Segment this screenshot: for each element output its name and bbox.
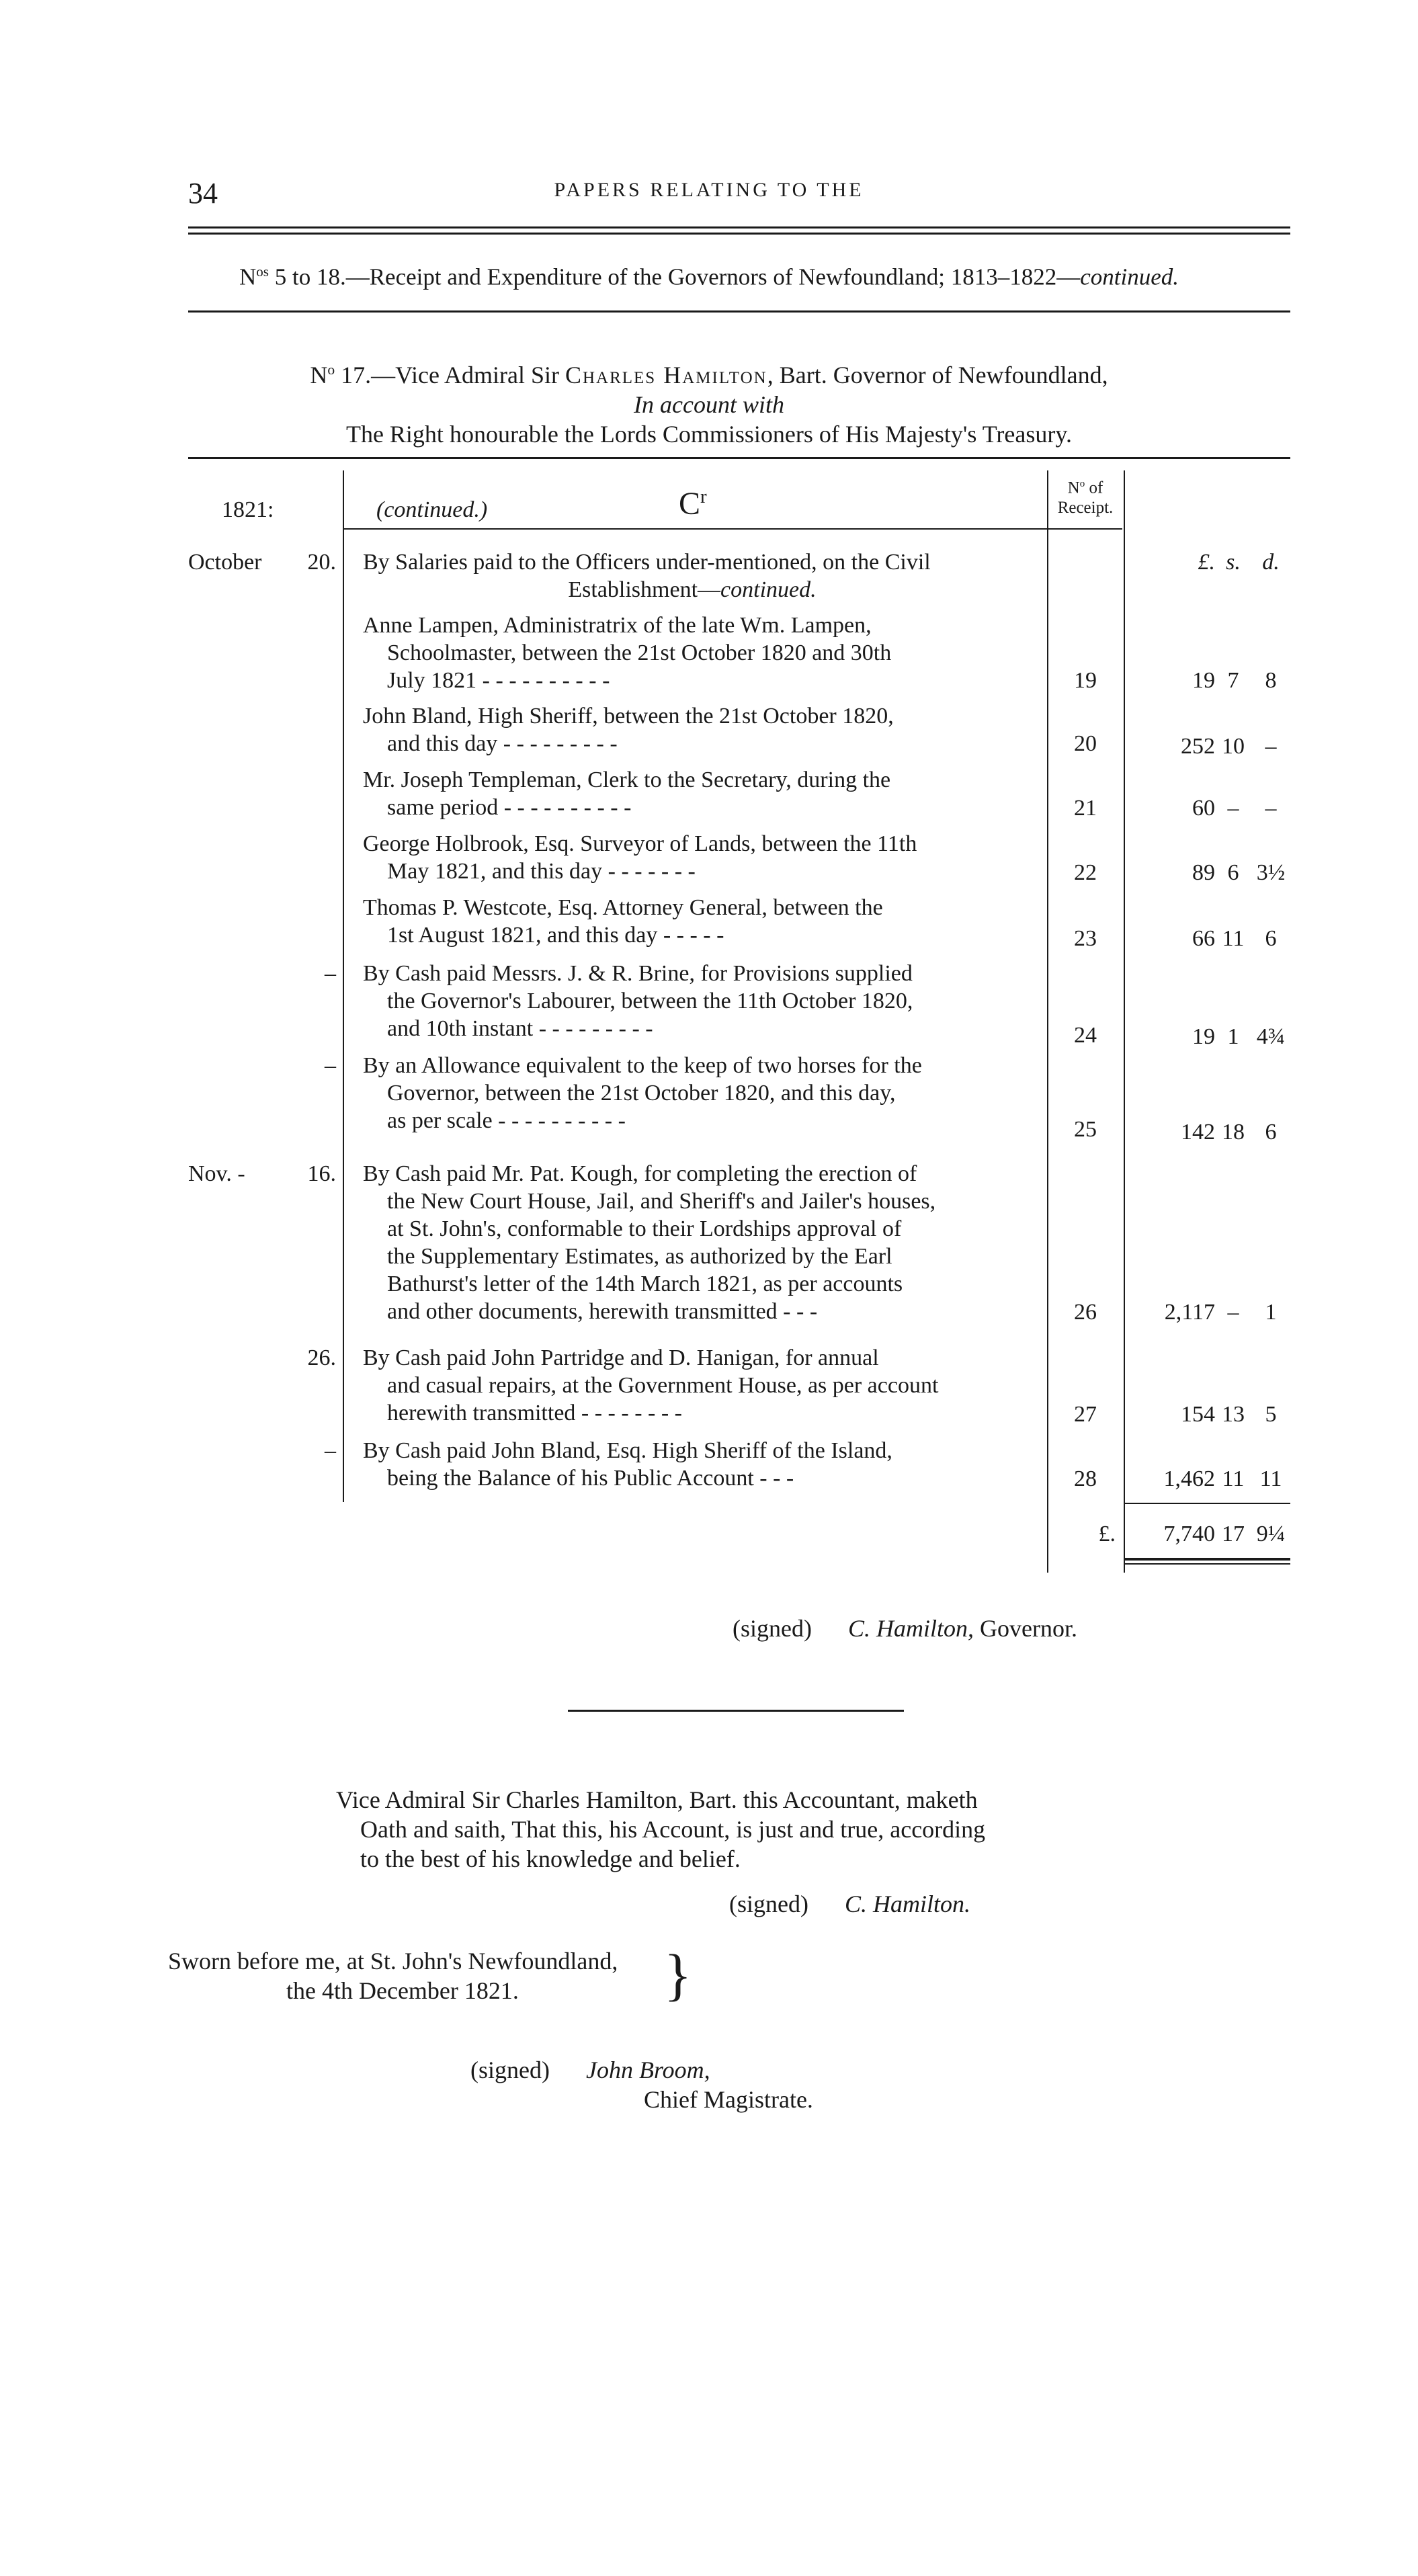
amount-shillings: 11: [1222, 926, 1245, 951]
brace-mark: }: [664, 1942, 692, 2007]
entry-description: By Cash paid John Bland, Esq. High Sheriff of the Island, being the Balance of his Public Account - - -: [363, 1438, 892, 1491]
amount-pence: 11: [1259, 1466, 1282, 1491]
total-pence: 9¼: [1256, 1522, 1286, 1546]
amount-pounds: 60: [1192, 796, 1215, 821]
entry-month: Nov. -: [188, 1161, 245, 1186]
amount-pounds: 252: [1181, 734, 1215, 759]
amount-pence: –: [1265, 796, 1277, 821]
entry-description: George Holbrook, Esq. Surveyor of Lands, between the 11th May 1821, and this day - - - - - - -: [363, 831, 917, 884]
amount-shillings: 18: [1222, 1120, 1245, 1145]
running-head: PAPERS RELATING TO THE: [554, 179, 864, 201]
amount-pounds: 142: [1181, 1120, 1215, 1145]
amount-pence: 6: [1265, 1120, 1277, 1145]
amount-shillings: –: [1227, 1300, 1239, 1325]
amount-pence: –: [1265, 734, 1277, 759]
amount-pence: 1: [1265, 1300, 1277, 1325]
total-rule-top: [1124, 1503, 1290, 1504]
amount-pounds: 2,117: [1164, 1300, 1215, 1325]
amount-pounds: 19: [1192, 668, 1215, 693]
amount-shillings: 10: [1222, 734, 1245, 759]
amount-shillings: 1: [1227, 1024, 1239, 1049]
total-shillings: 17: [1222, 1522, 1245, 1546]
total-symbol: £.: [1098, 1522, 1116, 1546]
total-rule-bottom-thin: [1124, 1563, 1290, 1565]
entry-day: 26.: [307, 1345, 336, 1370]
receipt-number: 28: [1074, 1466, 1097, 1491]
receipt-column-header: $N^o$ of Receipt.: [1057, 479, 1114, 517]
account-title-line1: $N^o$ 17.—Vice Admiral Sir Charles Hamilton, Bart. Governor of Newfoundland,: [310, 362, 1108, 388]
entry-description: Mr. Joseph Templeman, Clerk to the Secretary, during the same period - - - - - - - - - -: [363, 767, 891, 820]
credit-symbol: $C^r$: [679, 486, 707, 522]
entry-description: Thomas P. Westcote, Esq. Attorney General, between the 1st August 1821, and this day - - - - -: [363, 895, 883, 948]
section-rule: [188, 310, 1290, 313]
pence-header: d.: [1262, 550, 1280, 575]
entry-description: By an Allowance equivalent to the keep of two horses for the Governor, between the 21st October 1820, and this day, as per scale - - - - - - - - - -: [363, 1053, 922, 1133]
entry-description: By Cash paid Messrs. J. & R. Brine, for Provisions supplied the Governor's Labourer, between the 11th October 1820, and 10th instant - - - - - - - - -: [363, 961, 913, 1041]
receipt-number: 22: [1074, 860, 1097, 885]
continued-label: (continued.): [376, 497, 488, 522]
entry-day: 16.: [307, 1161, 336, 1186]
intro-entry: By Salaries paid to the Officers under-mentioned, on the Civil Establishment—continued.: [363, 550, 931, 602]
sworn-statement: Sworn before me, at St. John's Newfoundland, the 4th December 1821.: [168, 1948, 618, 2004]
receipt-number: 24: [1074, 1023, 1097, 1048]
amount-shillings: –: [1227, 796, 1239, 821]
total-rule-bottom: [1124, 1558, 1290, 1561]
section-heading: $N^{os}$ 5 to 18.—Receipt and Expenditure of the Governors of Newfoundland; 1813–1822—continued.: [239, 263, 1179, 290]
amount-pence: 6: [1265, 926, 1277, 951]
table-rule-header: [343, 528, 1048, 530]
column-divider-date: [343, 470, 344, 1502]
amount-pounds: 154: [1181, 1402, 1215, 1427]
header-rule-top: [188, 226, 1290, 228]
entry-day: –: [325, 1053, 336, 1078]
amount-shillings: 7: [1227, 668, 1239, 693]
table-year: 1821:: [222, 497, 274, 522]
account-title: [0, 355, 1418, 449]
shillings-header: s.: [1226, 550, 1241, 575]
magistrate-signature: (signed) John Broom, Chief Magistrate.: [470, 2056, 813, 2113]
amount-pounds: 66: [1192, 926, 1215, 951]
page-number: 34: [188, 177, 218, 210]
table-rule-receipt-header: [1048, 528, 1122, 530]
account-title-line2: In account with: [634, 391, 784, 418]
entry-month: October: [188, 550, 262, 575]
entry-day: 20.: [307, 550, 336, 575]
entry-day: –: [325, 1438, 336, 1463]
entry-description: Anne Lampen, Administratrix of the late Wm. Lampen, Schoolmaster, between the 21st October 1820 and 30th July 1821 - - - - - - - - - -: [363, 613, 892, 693]
amount-shillings: 13: [1222, 1402, 1245, 1427]
receipt-number: 19: [1074, 668, 1097, 693]
amount-pence: 3½: [1256, 860, 1286, 885]
entry-day: –: [325, 961, 336, 986]
governor-signature: (signed) C. Hamilton, Governor.: [733, 1615, 1077, 1642]
amount-pounds: 19: [1192, 1024, 1215, 1049]
entry-description: By Cash paid John Partridge and D. Hanigan, for annual and casual repairs, at the Government House, as per account herewith transmitted - - - - - - - -: [363, 1345, 939, 1425]
amount-pence: 8: [1265, 668, 1277, 693]
oath-signature: (signed) C. Hamilton.: [729, 1891, 970, 1917]
oath-paragraph: Vice Admiral Sir Charles Hamilton, Bart. this Accountant, maketh Oath and saith, That this, his Account, is just and true, according to the best of his knowledge and belief.: [336, 1786, 986, 1872]
amount-pence: 5: [1265, 1402, 1277, 1427]
amount-pounds: 1,462: [1163, 1466, 1215, 1491]
amount-shillings: 6: [1227, 860, 1239, 885]
column-divider-amount: [1124, 470, 1125, 1573]
total-pounds: 7,740: [1163, 1522, 1215, 1546]
account-title-line3: The Right honourable the Lords Commissioners of His Majesty's Treasury.: [345, 421, 1073, 448]
receipt-number: 26: [1074, 1300, 1097, 1325]
amount-pence: 4¾: [1256, 1024, 1286, 1049]
amount-shillings: 11: [1222, 1466, 1245, 1491]
header-rule-bottom: [188, 233, 1290, 235]
receipt-number: 27: [1074, 1402, 1097, 1427]
table-rule-top: [188, 457, 1290, 459]
receipt-number: 23: [1074, 926, 1097, 951]
amount-pounds: 89: [1192, 860, 1215, 885]
entry-description: By Cash paid Mr. Pat. Kough, for completing the erection of the New Court House, Jail, and Sheriff's and Jailer's houses, at St. John's, conformable to their Lordships approval of the Supplementary Estimates, as authorized by the Earl Bathurst's letter of the 14th March 1821, as per accounts and other documents, herewith transmitted - - -: [363, 1161, 936, 1324]
receipt-number: 20: [1074, 731, 1097, 756]
entry-description: John Bland, High Sheriff, between the 21st October 1820, and this day - - - - - - - - -: [363, 704, 894, 756]
separator-rule: [568, 1710, 904, 1712]
receipt-number: 25: [1074, 1117, 1097, 1142]
pounds-header: £.: [1198, 550, 1215, 575]
receipt-number: 21: [1074, 796, 1097, 821]
